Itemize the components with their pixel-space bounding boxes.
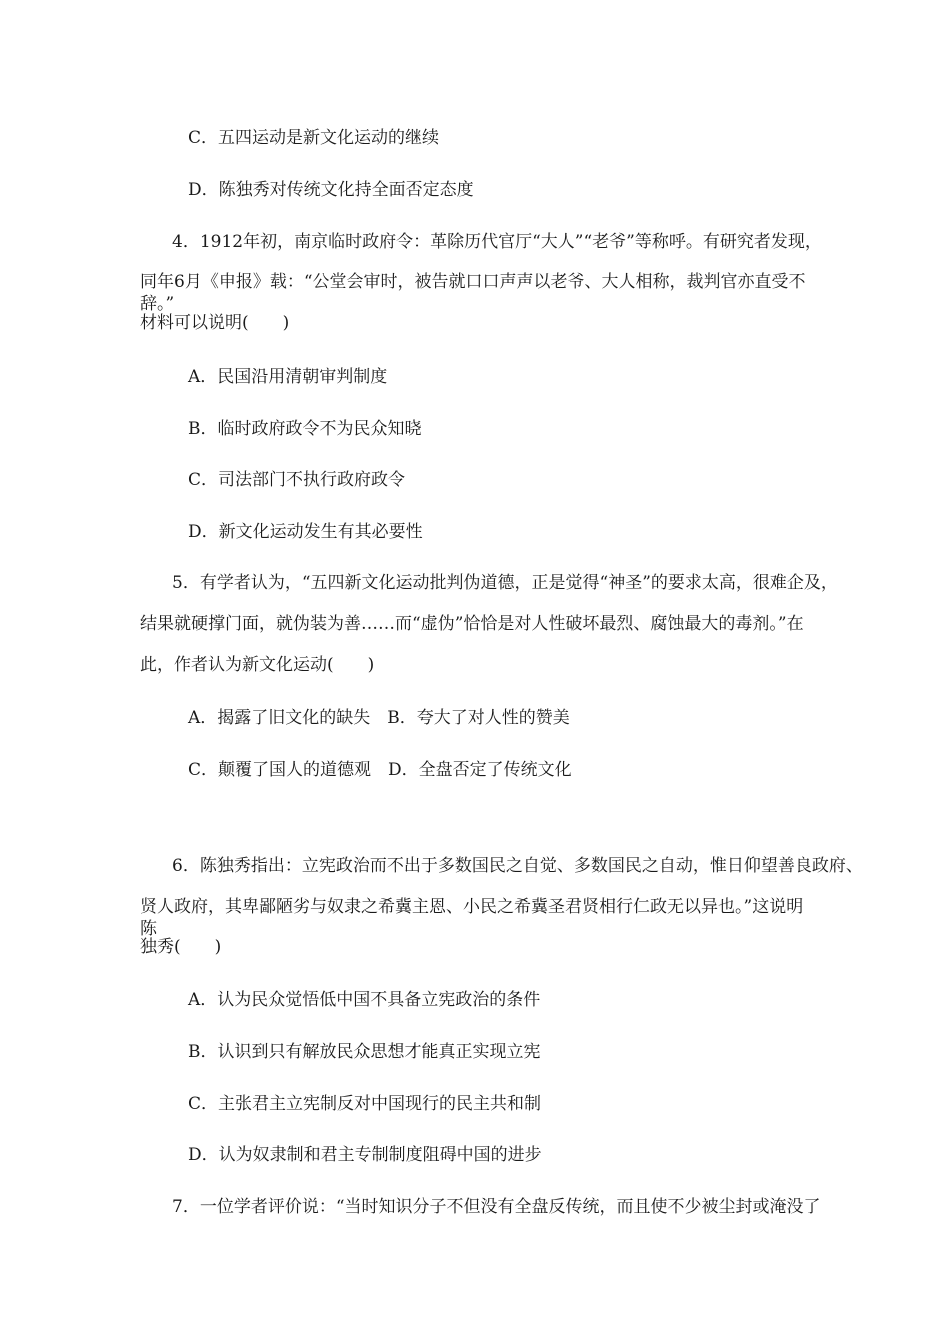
q3-option-c: C．五四运动是新文化运动的继续 bbox=[188, 128, 440, 148]
q6-option-b: B．认识到只有解放民众思想才能真正实现立宪 bbox=[188, 1042, 541, 1062]
q6-option-c: C．主张君主立宪制反对中国现行的民主共和制 bbox=[188, 1094, 542, 1114]
q5-stem-line-1: 5．有学者认为，“五四新文化运动批判伪道德，正是觉得“神圣”的要求太高，很难企及， bbox=[172, 573, 838, 593]
q5-option-cd: C．颠覆了国人的道德观 D．全盘否定了传统文化 bbox=[188, 760, 572, 780]
q6-stem-line-1: 6．陈独秀指出：立宪政治而不出于多数国民之自觉、多数国民之自动，惟日仰望善良政府、 bbox=[172, 856, 863, 876]
q4-option-a: A．民国沿用清朝审判制度 bbox=[188, 367, 388, 387]
q4-option-c: C．司法部门不执行政府政令 bbox=[188, 470, 406, 490]
q3-option-d: D．陈独秀对传统文化持全面否定态度 bbox=[188, 180, 474, 200]
q6-stem-line-2: 贤人政府，其卑鄙陋劣与奴隶之希冀主恩、小民之希冀圣君贤相行仁政无以异也。”这说明陈 bbox=[140, 897, 804, 939]
q4-stem-line-1: 4．1912年初，南京临时政府令：革除历代官厅“大人”“老爷”等称呼。有研究者发现， bbox=[172, 232, 822, 252]
q5-stem-line-3: 此，作者认为新文化运动( ) bbox=[140, 655, 375, 675]
q5-option-ab: A．揭露了旧文化的缺失 B．夸大了对人性的赞美 bbox=[188, 708, 570, 728]
q6-option-d: D．认为奴隶制和君主专制制度阻碍中国的进步 bbox=[188, 1145, 542, 1165]
q4-option-d: D．新文化运动发生有其必要性 bbox=[188, 522, 423, 542]
q4-stem-line-3: 材料可以说明( ) bbox=[140, 313, 290, 333]
q5-stem-line-2: 结果就硬撑门面，就伪装为善……而“虚伪”恰恰是对人性破坏最烈、腐蚀最大的毒剂。”在 bbox=[140, 614, 804, 634]
q6-stem-line-3: 独秀( ) bbox=[140, 937, 222, 957]
q6-option-a: A．认为民众觉悟低中国不具备立宪政治的条件 bbox=[188, 990, 541, 1010]
q7-stem-line-1: 7．一位学者评价说：“当时知识分子不但没有全盘反传统，而且使不少被尘封或淹没了 bbox=[172, 1197, 821, 1217]
q4-stem-line-2: 同年6月《申报》载：“公堂会审时，被告就口口声声以老爷、大人相称，裁判官亦直受不辞。” bbox=[140, 272, 806, 314]
q4-option-b: B．临时政府政令不为民众知晓 bbox=[188, 419, 422, 439]
